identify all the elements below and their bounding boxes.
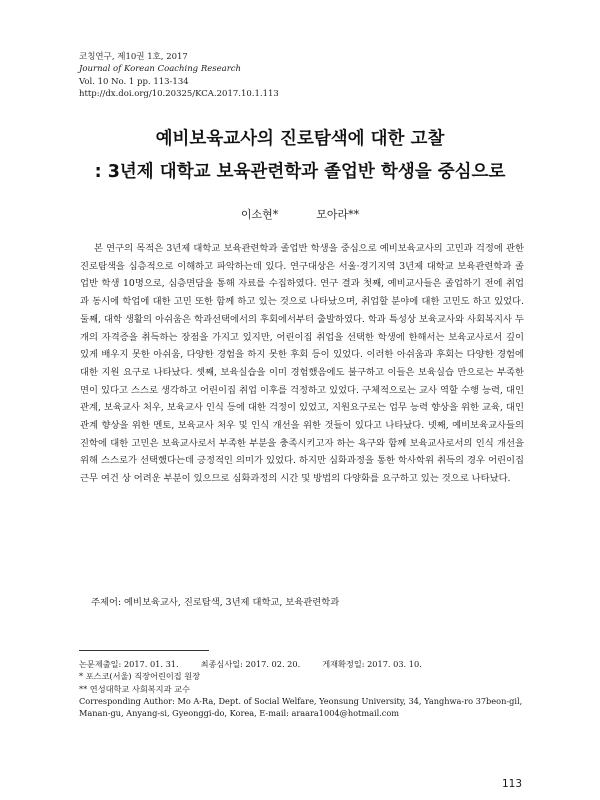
footnote-rule xyxy=(79,650,209,651)
abstract: 본 연구의 목적은 3년제 대학교 보육관련학과 졸업반 학생을 중심으로 예비보육교사의 고민과 걱정에 관한 진로탐색을 심층적으로 이해하고 파악하는데 있다. 연구대상은 서울·경기지역 3년제 대학교 보육관련학과 졸업반 학생 10명으로, 심층면담을 통해 자료를 수집하였다. 연구 결과 첫째, 예비교사들은 졸업하기 전에 취업과 동시에 학업에 대한 고민 또한 함께 하고 있는 것으로 나타났으며, 취업할 분야에 대한 고민도 하고 있었다. 둘째, 대학 생활의 아쉬움은 학과선택에서의 후회에서부터 출발하였다. 학과 특성상 보육교사와 사회복지사 두 개의 자격증을 취득하는 장점을 가지고 있지만, 어린이집 취업을 선택한 학생에 한해서는 보육교사로서 깊이 있게 배우지 못한 아쉬움, 다양한 경험을 하지 못한 후회 등이 있었다. 이러한 아쉬움과 후회는 다양한 경험에 대한 지원 요구로 나타났다. 셋째, 보육실습을 이미 경험했음에도 불구하고 이들은 보육실습 만으로는 부족한 면이 있다고 스스로 생각하고 어린이집 취업 이후를 걱정하고 있었다. 구체적으로는 교사 역할 수행 능력, 대인관계, 보육교사 처우, 보육교사 인식 등에 대한 걱정이 있었고, 지원요구로는 업무 능력 향상을 위한 교육, 대인관계 향상을 위한 멘토, 보육교사 처우 및 인식 개선을 위한 것들이 있다고 나타났다. 넷째, 예비보육교사들의 진학에 대한 고민은 보육교사로서 부족한 부분을 충족시키고자 하는 욕구와 함께 보육교사로서의 인식 개선을 위해 스스로가 선택했다는데 긍정적인 의미가 있었다. 하지만 심화과정을 통한 학사학위 취득의 경우 어린이집 근무 여건 상 어려운 부분이 있으므로 심화과정의 시간 및 방법의 다양화를 요구하고 있는 것으로 나타났다. xyxy=(80,243,524,485)
footnote-author1: * 포스코(서울) 직장어린이집 원장 xyxy=(79,671,201,682)
journal-name: Journal of Korean Coaching Research xyxy=(79,64,242,75)
volume-pages: Vol. 10 No. 1 pp. 113-134 xyxy=(79,76,189,87)
reviewed-date: 최종심사일: 2017. 02. 20. xyxy=(200,659,301,669)
paper-title-line1: 예비보육교사의 진로탐색에 대한 고찰 xyxy=(155,129,445,149)
submission-dates xyxy=(79,658,529,670)
author-2: 모아라** xyxy=(316,208,360,221)
received-date: 논문제출일: 2017. 01. 31. xyxy=(79,659,179,669)
keywords: 주제어: 예비보육교사, 진로탐색, 3년제 대학교, 보육관련학과 xyxy=(91,597,340,608)
footnotes xyxy=(79,658,529,719)
page-number: 113 xyxy=(501,778,522,790)
accepted-date: 게재확정일: 2017. 03. 10. xyxy=(322,659,422,669)
journal-header xyxy=(79,51,279,101)
journal-issue: 코칭연구, 제10권 1호, 2017 xyxy=(79,52,188,62)
authors xyxy=(0,206,600,222)
doi-link[interactable]: http://dx.doi.org/10.20325/KCA.2017.10.1.113 xyxy=(79,89,279,100)
corresponding-author: Corresponding Author: Mo A-Ra, Dept. of Social Welfare, Yeonsung University, 34, Yanghwa-ro 37beon-gil, Manan-gu, Anyang-si, Gyeonggi-do, Korea, E-mail: araara1004@hotmail.com xyxy=(79,695,523,719)
author-1: 이소현* xyxy=(240,208,279,221)
paper-subtitle: : 3년제 대학교 보육관련학과 졸업반 학생을 중심으로 xyxy=(94,162,506,182)
footnote-author2: ** 연성대학교 사회복지과 교수 xyxy=(79,683,190,694)
